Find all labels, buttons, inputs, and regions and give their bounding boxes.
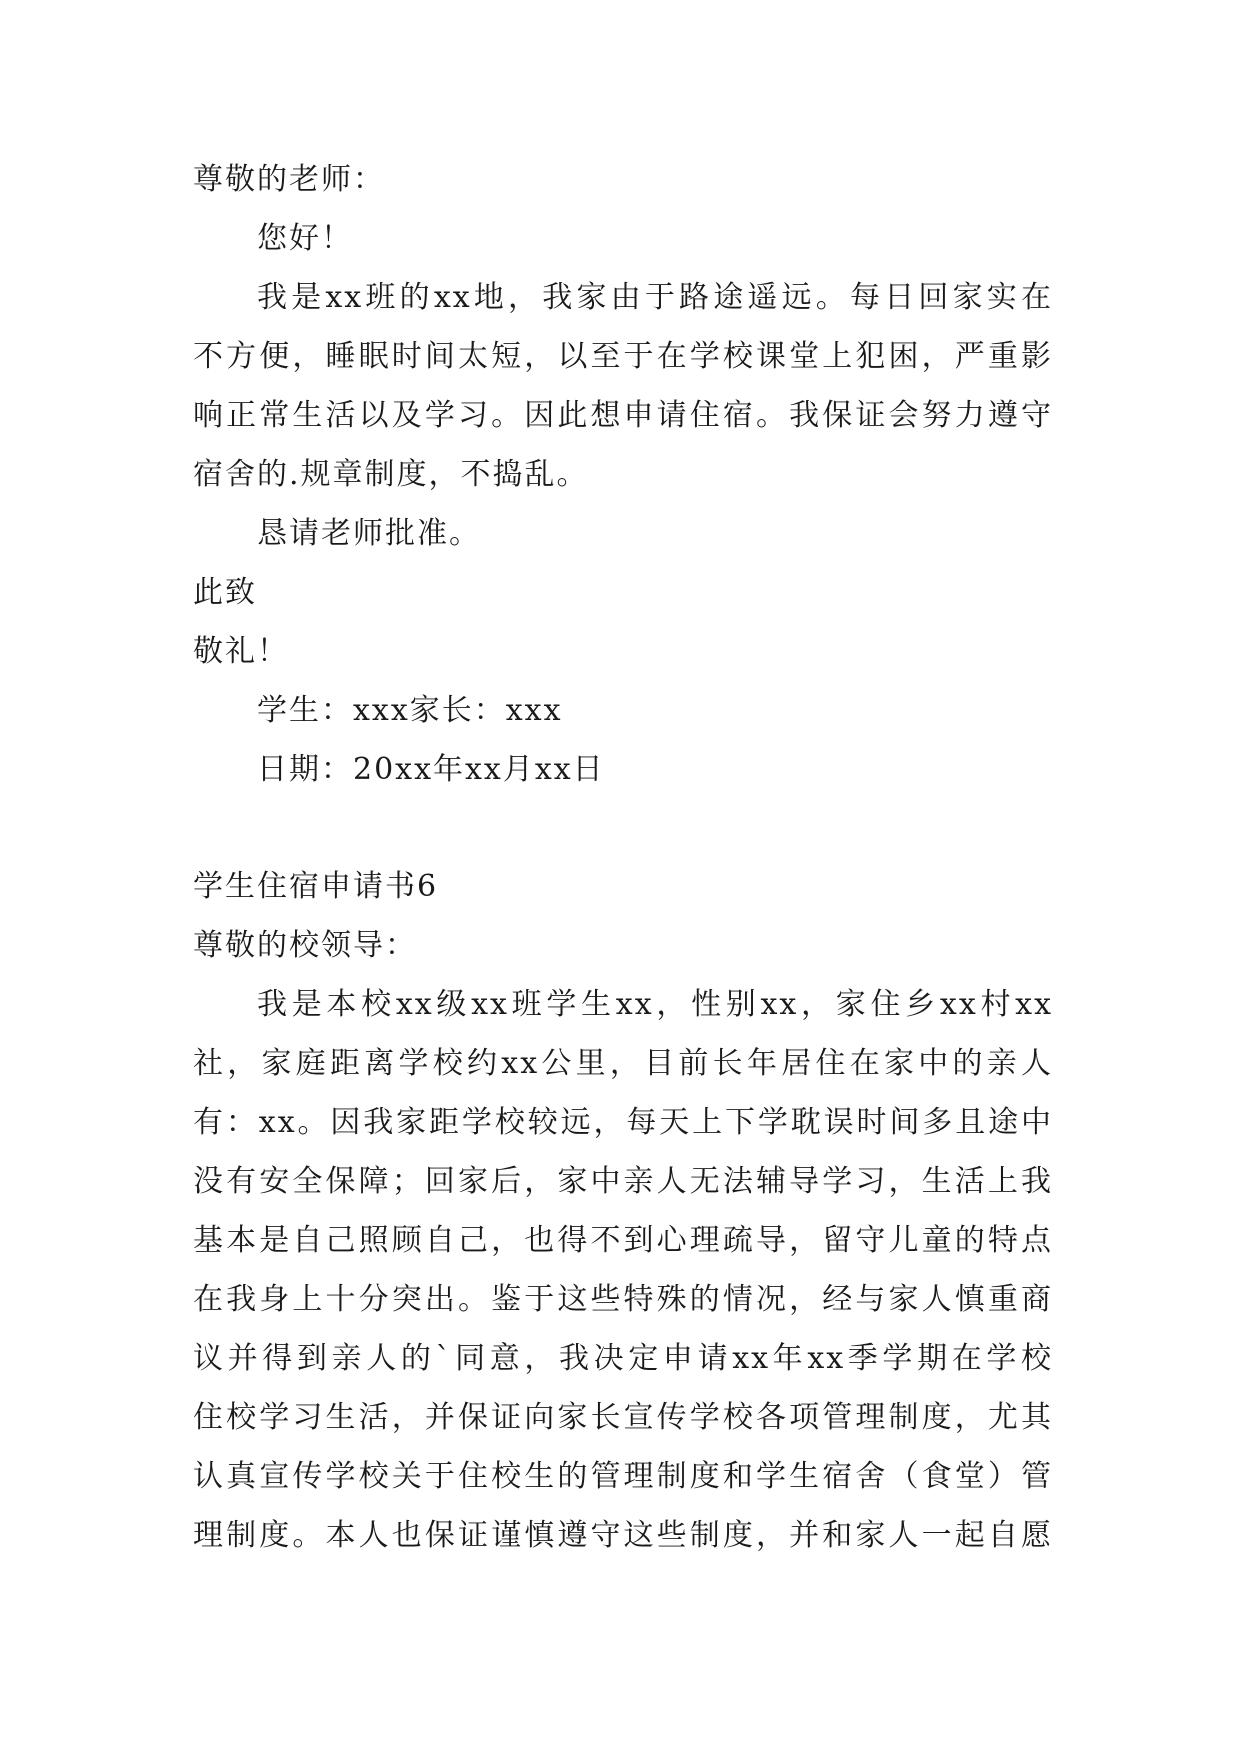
- letter1-greeting: 您好！: [257, 221, 353, 256]
- letter1-closing-cizhi: 此致: [193, 575, 257, 610]
- letter2-body-line: 没有安全保障；回家后，家中亲人无法辅导学习，生活上我: [193, 1164, 1053, 1199]
- section-gap: [193, 799, 1053, 857]
- letter1-request: 恳请老师批准。: [257, 516, 481, 551]
- letter1-closing-jingli: 敬礼！: [193, 634, 289, 669]
- letter1-body-line: 宿舍的.规章制度，不捣乱。: [193, 457, 589, 492]
- letter2-body-line: 基本是自己照顾自己，也得不到心理疏导，留守儿童的特点: [193, 1223, 1053, 1258]
- letter2-body-line: 认真宣传学校关于住校生的管理制度和学生宿舍（食堂）管: [193, 1459, 1053, 1494]
- letter2-salutation: 尊敬的校领导：: [193, 928, 417, 963]
- letter1-signature: 学生：xxx家长：xxx: [257, 693, 563, 728]
- letter2-body-line: 住校学习生活，并保证向家长宣传学校各项管理制度，尤其: [193, 1400, 1053, 1435]
- letter1-date: 日期：20xx年xx月xx日: [257, 752, 605, 787]
- letter1-body-line: 我是xx班的xx地，我家由于路途遥远。每日回家实在: [257, 280, 1053, 315]
- letter2-body-line: 理制度。本人也保证谨慎遵守这些制度，并和家人一起自愿: [193, 1518, 1053, 1553]
- letter2-title: 学生住宿申请书6: [193, 869, 439, 904]
- letter1-body-line: 不方便，睡眠时间太短，以至于在学校课堂上犯困，严重影: [193, 339, 1053, 374]
- letter2-body-line: 我是本校xx级xx班学生xx，性别xx，家住乡xx村xx: [257, 987, 1053, 1022]
- letter2-body-line: 在我身上十分突出。鉴于这些特殊的情况，经与家人慎重商: [193, 1282, 1053, 1317]
- letter2-body-line: 社，家庭距离学校约xx公里，目前长年居住在家中的亲人: [193, 1046, 1053, 1081]
- letter2-body-line: 议并得到亲人的`同意，我决定申请xx年xx季学期在学校: [193, 1341, 1053, 1376]
- letter1-body-line: 响正常生活以及学习。因此想申请住宿。我保证会努力遵守: [193, 398, 1053, 433]
- letter2-body-line: 有：xx。因我家距学校较远，每天上下学耽误时间多且途中: [193, 1105, 1053, 1140]
- document-page: [193, 150, 1053, 1565]
- letter1-salutation: 尊敬的老师：: [193, 162, 385, 197]
